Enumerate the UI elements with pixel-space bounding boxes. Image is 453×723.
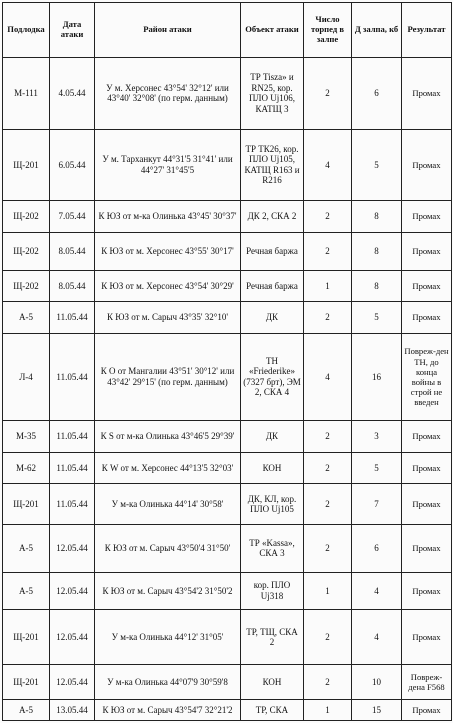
- cell-target: ДК: [241, 302, 304, 334]
- cell-distance: 16: [352, 333, 402, 420]
- cell-distance: 7: [352, 484, 402, 525]
- cell-torpedoes: 2: [304, 232, 352, 270]
- cell-torpedoes: 4: [304, 129, 352, 201]
- cell-target: ТН «Friederike» (7327 брт), ЭМ 2, СКА 4: [241, 333, 304, 420]
- cell-date: 8.05.44: [50, 232, 95, 270]
- cell-torpedoes: 2: [304, 58, 352, 130]
- cell-distance: 15: [352, 699, 402, 720]
- cell-submarine: Щ-202: [3, 270, 50, 302]
- cell-distance: 5: [352, 129, 402, 201]
- cell-submarine: М-111: [3, 58, 50, 130]
- cell-submarine: Щ-201: [3, 484, 50, 525]
- table-row: [3, 302, 452, 334]
- cell-submarine: М-35: [3, 421, 50, 453]
- cell-date: 4.05.44: [50, 58, 95, 130]
- cell-area: У м. Херсонес 43°54' 32°12' или 43°40' 32°08' (по герм. данным): [95, 58, 241, 130]
- cell-result: Промах: [402, 232, 452, 270]
- cell-distance: 8: [352, 270, 402, 302]
- cell-date: 8.05.44: [50, 270, 95, 302]
- cell-date: 11.05.44: [50, 421, 95, 453]
- cell-area: У м-ка Олинька 44°12' 31°05': [95, 610, 241, 665]
- cell-submarine: Щ-201: [3, 129, 50, 201]
- table-row: [3, 232, 452, 270]
- table-row: [3, 452, 452, 484]
- cell-torpedoes: 1: [304, 270, 352, 302]
- cell-target: ТР, ТЩ, СКА 2: [241, 610, 304, 665]
- cell-torpedoes: 4: [304, 333, 352, 420]
- header-target: Объект атаки: [241, 3, 304, 58]
- cell-date: 12.05.44: [50, 610, 95, 665]
- cell-area: К ЮЗ от м-ка Олинька 43°45' 30°37': [95, 201, 241, 233]
- cell-distance: 10: [352, 665, 402, 700]
- cell-target: ТР, СКА: [241, 699, 304, 720]
- cell-result: Повреж-ден ТН, до конца войны в строй не введен: [402, 333, 452, 420]
- cell-result: Промах: [402, 270, 452, 302]
- cell-submarine: М-62: [3, 452, 50, 484]
- table-row: [3, 129, 452, 201]
- cell-date: 12.05.44: [50, 525, 95, 572]
- header-row: [3, 3, 452, 58]
- cell-submarine: А-5: [3, 302, 50, 334]
- table-row: [3, 421, 452, 453]
- cell-target: ТР Tisza» и RN25, кор. ПЛО Uj106, КАТЩ 3: [241, 58, 304, 130]
- cell-date: 11.05.44: [50, 302, 95, 334]
- cell-result: Повреж-дена F568: [402, 665, 452, 700]
- cell-area: У м. Тарханкут 44°31'5 31°41' или 44°27' 31°45'5: [95, 129, 241, 201]
- cell-torpedoes: 2: [304, 452, 352, 484]
- cell-area: К ЮЗ от м. Сарыч 43°35' 32°10': [95, 302, 241, 334]
- cell-result: Промах: [402, 302, 452, 334]
- cell-area: У м-ка Олинька 44°07'9 30°59'8: [95, 665, 241, 700]
- cell-torpedoes: 2: [304, 610, 352, 665]
- cell-result: Промах: [402, 129, 452, 201]
- cell-result: Промах: [402, 452, 452, 484]
- cell-date: 12.05.44: [50, 572, 95, 610]
- cell-distance: 3: [352, 421, 402, 453]
- cell-date: 11.05.44: [50, 333, 95, 420]
- cell-torpedoes: 1: [304, 572, 352, 610]
- cell-target: ТР ТК26, кор. ПЛО Uj105, КАТЩ R163 и R216: [241, 129, 304, 201]
- cell-torpedoes: 2: [304, 525, 352, 572]
- cell-result: Промах: [402, 699, 452, 720]
- cell-torpedoes: 2: [304, 421, 352, 453]
- table-row: [3, 58, 452, 130]
- cell-submarine: Щ-202: [3, 201, 50, 233]
- table-body: [3, 58, 452, 721]
- cell-date: 11.05.44: [50, 452, 95, 484]
- cell-date: 12.05.44: [50, 665, 95, 700]
- cell-date: 11.05.44: [50, 484, 95, 525]
- cell-target: кор. ПЛО Uj318: [241, 572, 304, 610]
- cell-submarine: Л-4: [3, 333, 50, 420]
- cell-area: К S от м-ка Олинька 43°46'5 29°39': [95, 421, 241, 453]
- cell-distance: 4: [352, 610, 402, 665]
- cell-area: К ЮЗ от м. Сарыч 43°54'7 32°21'2: [95, 699, 241, 720]
- cell-area: К W от м. Херсонес 44°13'5 32°03': [95, 452, 241, 484]
- cell-date: 13.05.44: [50, 699, 95, 720]
- table-row: [3, 572, 452, 610]
- cell-distance: 5: [352, 452, 402, 484]
- cell-submarine: Щ-201: [3, 610, 50, 665]
- table-row: [3, 665, 452, 700]
- table-row: [3, 270, 452, 302]
- header-result: Результат: [402, 3, 452, 58]
- cell-distance: 5: [352, 302, 402, 334]
- cell-distance: 4: [352, 572, 402, 610]
- cell-area: К ЮЗ от м. Сарыч 43°50'4 31°50': [95, 525, 241, 572]
- cell-distance: 6: [352, 525, 402, 572]
- cell-distance: 6: [352, 58, 402, 130]
- cell-submarine: Щ-202: [3, 232, 50, 270]
- table-row: [3, 525, 452, 572]
- cell-result: Промах: [402, 201, 452, 233]
- cell-torpedoes: 2: [304, 665, 352, 700]
- cell-torpedoes: 2: [304, 484, 352, 525]
- cell-target: ДК, КЛ, кор. ПЛО Uj105: [241, 484, 304, 525]
- table-row: [3, 610, 452, 665]
- cell-submarine: А-5: [3, 699, 50, 720]
- header-torpedoes: Число торпед в залпе: [304, 3, 352, 58]
- cell-distance: 8: [352, 232, 402, 270]
- cell-target: Речная баржа: [241, 232, 304, 270]
- table-row: [3, 484, 452, 525]
- header-date: Дата атаки: [50, 3, 95, 58]
- cell-area: К О от Мангалии 43°51' 30°12' или 43°42' 29°15' (по герм. данным): [95, 333, 241, 420]
- cell-target: Речная баржа: [241, 270, 304, 302]
- cell-target: ДК: [241, 421, 304, 453]
- cell-area: К ЮЗ от м. Херсонес 43°54' 30°29': [95, 270, 241, 302]
- cell-target: КОН: [241, 665, 304, 700]
- cell-target: ТР «Kassa», СКА 3: [241, 525, 304, 572]
- attacks-table: [2, 2, 452, 721]
- cell-area: К ЮЗ от м. Сарыч 43°54'2 31°50'2: [95, 572, 241, 610]
- cell-result: Промах: [402, 610, 452, 665]
- cell-torpedoes: 1: [304, 699, 352, 720]
- table-row: [3, 201, 452, 233]
- header-submarine: Подлодка: [3, 3, 50, 58]
- table-row: [3, 333, 452, 420]
- cell-submarine: А-5: [3, 572, 50, 610]
- header-distance: Д залпа, кб: [352, 3, 402, 58]
- cell-result: Промах: [402, 484, 452, 525]
- cell-date: 6.05.44: [50, 129, 95, 201]
- cell-torpedoes: 2: [304, 201, 352, 233]
- header-area: Район атаки: [95, 3, 241, 58]
- cell-area: У м-ка Олинька 44°14' 30°58': [95, 484, 241, 525]
- cell-area: К ЮЗ от м. Херсонес 43°55' 30°17': [95, 232, 241, 270]
- cell-torpedoes: 2: [304, 302, 352, 334]
- cell-distance: 8: [352, 201, 402, 233]
- cell-target: ДК 2, СКА 2: [241, 201, 304, 233]
- cell-result: Промах: [402, 421, 452, 453]
- cell-target: КОН: [241, 452, 304, 484]
- cell-submarine: А-5: [3, 525, 50, 572]
- cell-result: Промах: [402, 572, 452, 610]
- table-row: [3, 699, 452, 720]
- cell-result: Промах: [402, 58, 452, 130]
- cell-result: Промах: [402, 525, 452, 572]
- cell-submarine: Щ-201: [3, 665, 50, 700]
- cell-date: 7.05.44: [50, 201, 95, 233]
